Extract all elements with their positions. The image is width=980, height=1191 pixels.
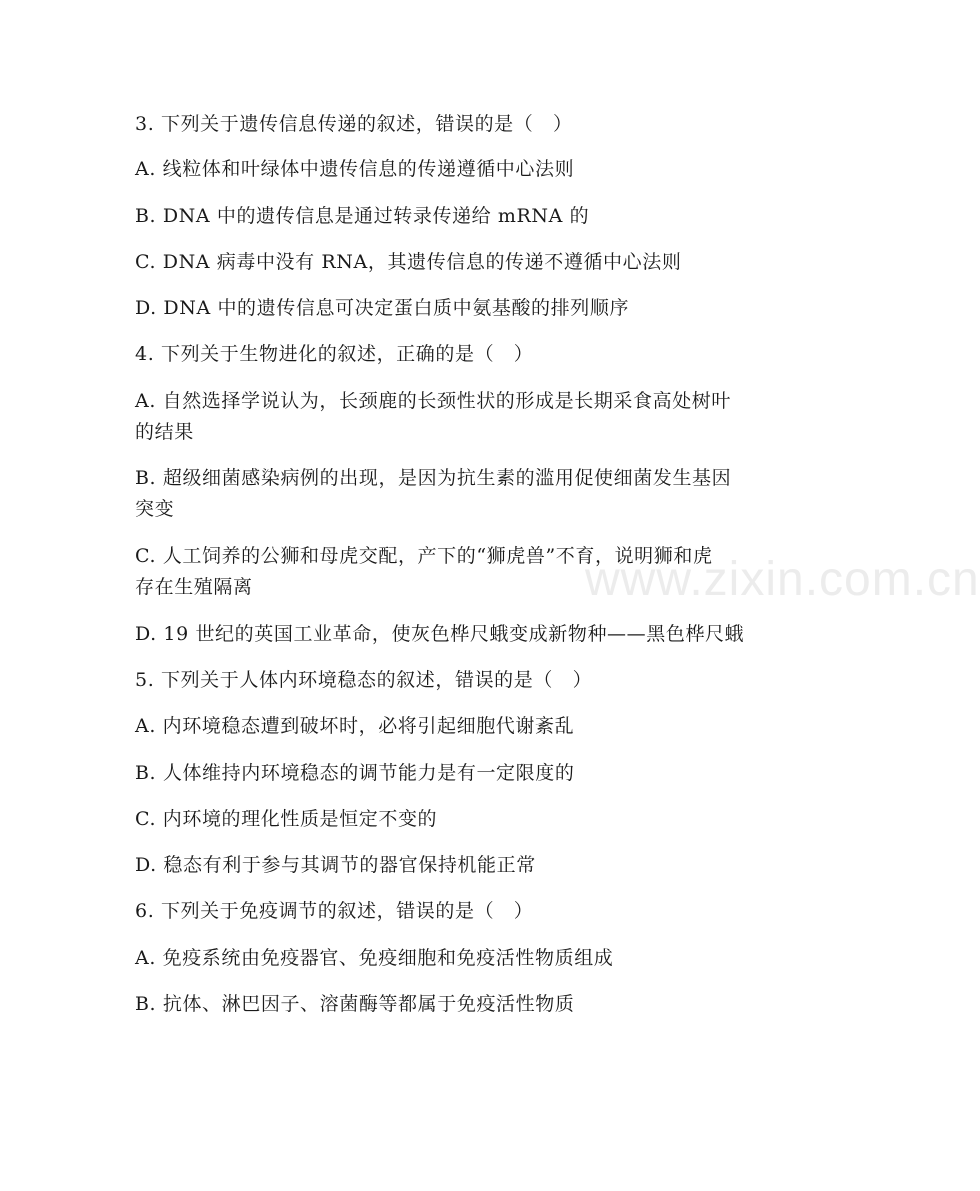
question-4-option-d: D. 19 世纪的英国工业革命，使灰色桦尺蛾变成新物种——黑色桦尺蛾 xyxy=(135,623,745,645)
question-4-option-b: B. 超级细菌感染病例的出现，是因为抗生素的滥用促使细菌发生基因 xyxy=(135,467,732,489)
question-4-option-a-cont: 的结果 xyxy=(135,421,194,443)
question-3-option-d: D. DNA 中的遗传信息可决定蛋白质中氨基酸的排列顺序 xyxy=(135,297,630,319)
question-5-option-c: C. 内环境的理化性质是恒定不变的 xyxy=(135,808,438,830)
question-4-option-b-cont: 突变 xyxy=(135,498,175,520)
question-4-option-c-cont: 存在生殖隔离 xyxy=(135,576,253,598)
question-4-stem: 4. 下列关于生物进化的叙述，正确的是（ ） xyxy=(135,343,534,365)
question-3-option-b: B. DNA 中的遗传信息是通过转录传递给 mRNA 的 xyxy=(135,205,590,227)
question-3-option-a: A. 线粒体和叶绿体中遗传信息的传递遵循中心法则 xyxy=(135,158,575,180)
question-4-option-c: C. 人工饲养的公狮和母虎交配，产下的“狮虎兽”不育，说明狮和虎 xyxy=(135,545,713,567)
question-6-stem: 6. 下列关于免疫调节的叙述，错误的是（ ） xyxy=(135,900,534,922)
question-5-option-a: A. 内环境稳态遭到破坏时，必将引起细胞代谢紊乱 xyxy=(135,715,575,737)
question-4-option-a: A. 自然选择学说认为，长颈鹿的长颈性状的形成是长期采食高处树叶 xyxy=(135,390,732,412)
question-6-option-b: B. 抗体、淋巴因子、溶菌酶等都属于免疫活性物质 xyxy=(135,993,575,1015)
question-3-option-c: C. DNA 病毒中没有 RNA，其遗传信息的传递不遵循中心法则 xyxy=(135,251,682,273)
question-5-stem: 5. 下列关于人体内环境稳态的叙述，错误的是（ ） xyxy=(135,669,593,691)
question-5-option-b: B. 人体维持内环境稳态的调节能力是有一定限度的 xyxy=(135,762,575,784)
watermark: www.zixin.com.cn xyxy=(585,553,980,606)
question-6-option-a: A. 免疫系统由免疫器官、免疫细胞和免疫活性物质组成 xyxy=(135,947,614,969)
question-5-option-d: D. 稳态有利于参与其调节的器官保持机能正常 xyxy=(135,854,536,876)
question-3-stem: 3. 下列关于遗传信息传递的叙述，错误的是（ ） xyxy=(135,113,573,135)
